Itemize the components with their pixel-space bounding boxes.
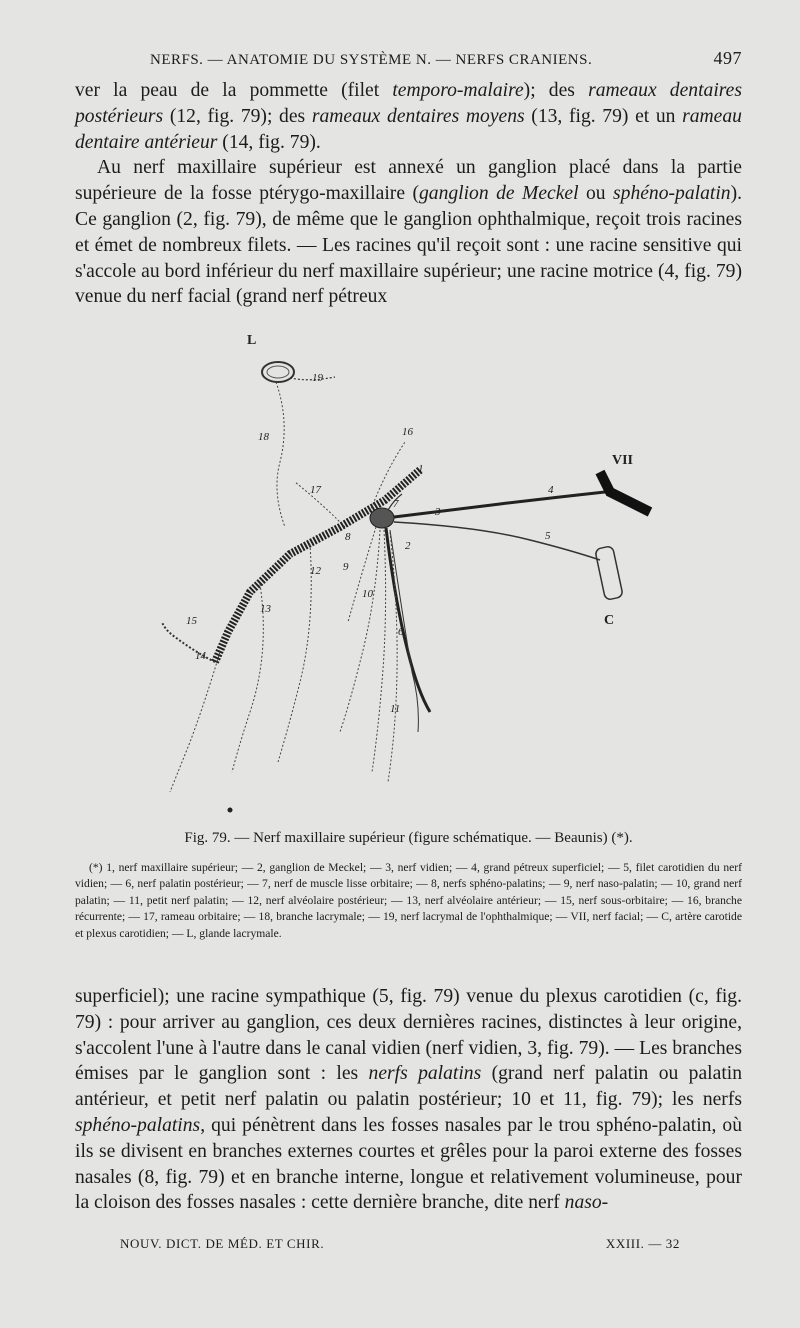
nerve-16: [370, 442, 405, 512]
page-header: [150, 48, 742, 69]
footer-right: XXIII. — 32: [605, 1236, 680, 1251]
figure-label: 7: [393, 498, 399, 510]
nerve-14: [170, 652, 220, 792]
figure-label: 17: [310, 484, 321, 496]
nerve-VII: [600, 472, 650, 512]
text-run: (grand nerf palatin ou palatin antérieur, et petit nerf palatin ou palatin postérieur; 10 et 11, fig. 79); les nerfs: [75, 1063, 742, 1111]
figure-label: 13: [260, 603, 271, 615]
text-block-top: [75, 78, 742, 310]
italic-text: naso-: [564, 1192, 609, 1214]
text-run: ). Ce ganglion (2, fig. 79), de même que le ganglion ophthalmique, reçoit trois racines et émet de nombreux filets. — Les racines qu'il reçoit sont : une racine sensitive qui s'accole au bord inférieur du nerf maxillaire supérieur; une racine motrice (4, fig. 79) venue du nerf facial (grand nerf pétreux: [75, 183, 743, 308]
figure-label: 5: [545, 530, 551, 542]
text-run: ou: [578, 183, 614, 205]
figure-label: L: [247, 333, 257, 348]
figure-label: 8: [345, 531, 351, 543]
figure-label: 2: [405, 540, 411, 552]
figure-79: [150, 322, 680, 822]
figure-label: 6: [398, 626, 404, 638]
figure-label: C: [604, 613, 615, 628]
figure-label: 18: [258, 431, 269, 443]
italic-text: sphéno-palatin: [613, 183, 731, 205]
figure-label: 10: [362, 588, 373, 600]
figure-label: 4: [548, 484, 554, 496]
figure-label: 16: [402, 426, 413, 438]
italic-text: rameaux dentaires postérieurs: [75, 80, 742, 127]
page-footer: [120, 1236, 680, 1252]
italic-text: rameau dentaire antérieur: [75, 105, 742, 153]
figure-label: 12: [310, 565, 321, 577]
figure-label: 15: [186, 615, 197, 627]
figure-label: 19: [312, 372, 323, 384]
italic-text: nerfs palatins: [368, 1063, 482, 1085]
nerve-3: [394, 492, 605, 517]
nerve-18: [276, 382, 285, 527]
text-run: (13, fig. 79) et un: [524, 105, 683, 127]
carotid-artery: [595, 546, 623, 601]
ganglion-meckel: [370, 508, 394, 528]
figure-label: VII: [612, 453, 634, 468]
nerve-8: [348, 527, 376, 622]
text-run: ver la peau de la pommette (filet: [75, 80, 393, 101]
paragraph: [75, 155, 742, 310]
text-run: ); des: [523, 80, 589, 101]
text-run: Au nerf maxillaire supérieur est annexé un ganglion placé dans la partie supérieure de la fosse ptérygo-maxillaire (: [75, 157, 742, 205]
italic-text: rameaux dentaires moyens: [311, 105, 525, 127]
figure-label: 9: [343, 561, 349, 573]
figure-label: 11: [390, 703, 401, 715]
figure-caption: Fig. 79. — Nerf maxillaire supérieur (figure schématique. — Beaunis) (*).: [184, 830, 633, 846]
italic-text: sphéno-palatins: [75, 1114, 201, 1136]
nerve-6: [386, 528, 430, 712]
running-head: NERFS. — ANATOMIE DU SYSTÈME N. — NERFS CRANIENS.: [150, 52, 593, 68]
footer-left: NOUV. DICT. DE MÉD. ET CHIR.: [120, 1236, 325, 1251]
text-run: (12, fig. 79); des: [163, 105, 312, 127]
italic-text: ganglion de Meckel: [418, 183, 579, 205]
figure-label: 3: [435, 506, 441, 518]
nerve-12: [278, 544, 311, 762]
nerve-10: [372, 530, 386, 772]
text-run: , qui pénètrent dans les fosses nasales par le trou sphéno-palatin, où ils se divisent en branches externes courtes et grêles pour la paroi externe des fosses nasales (8, fig. 79) et en branche interne, longue et relativement volumineuse, pour la cloison des fosses nasales : cette dernière branche, dite nerf: [75, 1114, 742, 1214]
nerve-diagram: [150, 322, 680, 822]
figure-label: 14: [195, 650, 206, 662]
text-run: (14, fig. 79).: [217, 131, 321, 153]
figure-label: 1: [418, 463, 424, 475]
paragraph: [75, 78, 742, 155]
paragraph: [75, 984, 742, 1216]
text-run: superficiel); une racine sympathique (5, fig. 79) venue du plexus carotidien (c, fig. 79) : pour arriver au ganglion, ces deux dernières racines, distinctes à leur origine, s'accolent l'une à l'autre dans le canal vidien (nerf vidien, 3, fig. 79). — Les branches émises par le ganglion sont : les: [75, 986, 742, 1085]
nerve-15: [162, 622, 215, 662]
nerve-5: [394, 522, 600, 560]
italic-text: temporo-malaire: [392, 80, 524, 101]
figure-legend: (*) 1, nerf maxillaire supérieur; — 2, ganglion de Meckel; — 3, nerf vidien; — 4, grand pétreux superficiel; — 5, filet carotidien du nerf vidien; — 6, nerf palatin postérieur; — 7, nerf de muscle lisse orbitaire; — 8, nerfs sphéno-palatins; — 9, nerf naso-palatin; — 10, grand nerf palatin; — 11, petit nerf palatin; — 12, nerf alvéolaire postérieur; — 13, nerf alvéolaire antérieur; — 15, nerf sous-orbitaire; — 16, branche récurrente; — 17, rameau orbitaire; — 18, branche lacrymale; — 19, nerf lacrymal de l'ophthalmique; — VII, nerf facial; — C, artère carotide et plexus carotidien; — L, glande lacrymale.: [75, 861, 742, 940]
text-block-bottom: [75, 984, 742, 1216]
page-number: 497: [713, 48, 742, 68]
